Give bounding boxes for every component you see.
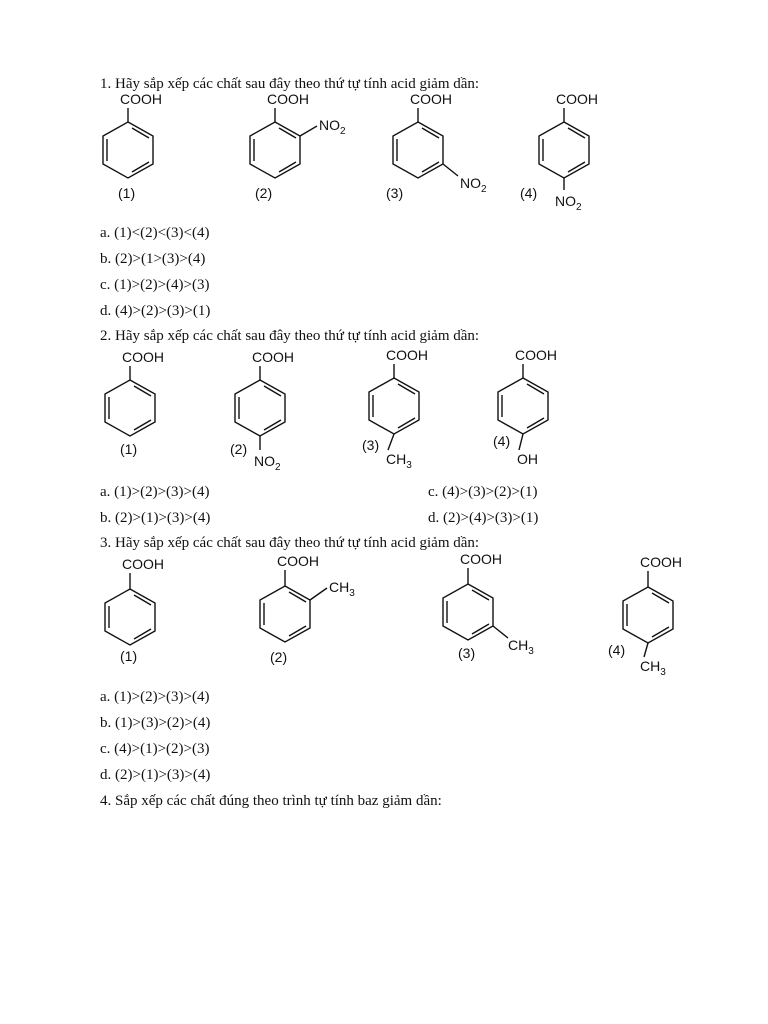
molecule-number: (1) (120, 648, 138, 664)
molecule-number: (1) (120, 441, 138, 457)
molecule-number: (4) (608, 642, 626, 658)
cooh-label: COOH (556, 91, 598, 107)
ch3-group: $CH_3$ (386, 451, 412, 471)
no2-group: $NO_2$ (555, 193, 582, 213)
benzene-ring (235, 380, 285, 436)
ch3-group: $CH_3$ (508, 637, 534, 657)
answer-option[interactable]: a. (1)<(2)<(3)<(4) (100, 225, 210, 241)
answer-option[interactable]: d. (4)>(2)>(3)>(1) (100, 303, 211, 319)
ch3-group: $CH_3$ (329, 579, 355, 599)
molecule-q3-3 (428, 548, 558, 668)
molecule-number: (1) (118, 185, 136, 201)
molecule-number: (3) (458, 645, 476, 661)
oh-group: OH (517, 451, 538, 467)
answer-option[interactable]: c. (4)>(3)>(2)>(1) (428, 484, 538, 500)
substituent-bond (519, 434, 523, 450)
substituent-bond (644, 643, 648, 657)
molecule-number: (2) (270, 649, 288, 665)
answer-option[interactable]: d. (2)>(4)>(3)>(1) (428, 510, 539, 526)
ch3-group: $CH_3$ (640, 658, 666, 678)
cooh-label: COOH (640, 554, 682, 570)
molecule-q1-2 (235, 88, 365, 203)
question-1-title: 1. Hãy sắp xếp các chất sau đây theo thứ tự tính acid giảm dần: (100, 76, 480, 92)
benzene-ring (539, 122, 589, 178)
question-4-title: 4. Sắp xếp các chất đúng theo trình tự tính baz giảm dần: (100, 793, 442, 809)
answer-option[interactable]: b. (2)>(1)>(3)>(4) (100, 510, 211, 526)
cooh-label: COOH (267, 91, 309, 107)
cooh-label: COOH (122, 556, 164, 572)
benzene-ring (443, 584, 493, 640)
molecule-q2-4 (485, 346, 595, 476)
benzene-ring (250, 122, 300, 178)
answer-option[interactable]: a. (1)>(2)>(3)>(4) (100, 689, 210, 705)
answer-option[interactable]: a. (1)>(2)>(3)>(4) (100, 484, 210, 500)
benzene-ring (393, 122, 443, 178)
molecule-q2-2 (220, 346, 330, 476)
benzene-ring (260, 586, 310, 642)
molecule-number: (3) (362, 437, 380, 453)
molecule-q2-3 (352, 346, 462, 476)
cooh-label: COOH (252, 349, 294, 365)
no2-group: $NO_2$ (460, 175, 487, 195)
substituent-bond (388, 434, 394, 450)
molecule-number: (2) (230, 441, 248, 457)
question-2-title: 2. Hãy sắp xếp các chất sau đây theo thứ tự tính acid giảm dần: (100, 328, 480, 344)
no2-group: $NO_2$ (254, 453, 281, 473)
cooh-label: COOH (122, 349, 164, 365)
benzene-ring (105, 589, 155, 645)
answer-option[interactable]: c. (4)>(1)>(2)>(3) (100, 741, 210, 757)
substituent-bond (493, 626, 508, 638)
substituent-bond (310, 588, 327, 600)
molecule-q3-4 (598, 551, 708, 681)
molecule-q1-3 (378, 88, 508, 203)
question-3-title: 3. Hãy sắp xếp các chất sau đây theo thứ tự tính acid giảm dần: (100, 535, 480, 551)
benzene-ring (103, 122, 153, 178)
molecule-q3-2 (245, 550, 375, 670)
benzene-ring (498, 378, 548, 434)
answer-option[interactable]: b. (2)>(1>(3)>(4) (100, 251, 206, 267)
benzene-ring (369, 378, 419, 434)
substituent-bond (300, 126, 317, 136)
cooh-label: COOH (277, 553, 319, 569)
answer-option[interactable]: c. (1)>(2)>(4)>(3) (100, 277, 210, 293)
answer-option[interactable]: d. (2)>(1)>(3)>(4) (100, 767, 211, 783)
cooh-label: COOH (460, 551, 502, 567)
molecule-number: (2) (255, 185, 273, 201)
cooh-label: COOH (120, 91, 162, 107)
benzene-ring (623, 587, 673, 643)
molecule-number: (3) (386, 185, 404, 201)
molecule-q3-1 (90, 553, 190, 668)
cooh-label: COOH (410, 91, 452, 107)
substituent-bond (443, 164, 458, 176)
benzene-ring (105, 380, 155, 436)
no2-group: $NO_2$ (319, 117, 346, 137)
cooh-label: COOH (515, 347, 557, 363)
molecule-q2-1 (90, 346, 190, 461)
molecule-number: (4) (493, 433, 511, 449)
cooh-label: COOH (386, 347, 428, 363)
answer-option[interactable]: b. (1)>(3)>(2)>(4) (100, 715, 211, 731)
molecule-number: (4) (520, 185, 538, 201)
molecule-q1-4 (520, 88, 630, 218)
molecule-q1-1 (88, 88, 188, 203)
